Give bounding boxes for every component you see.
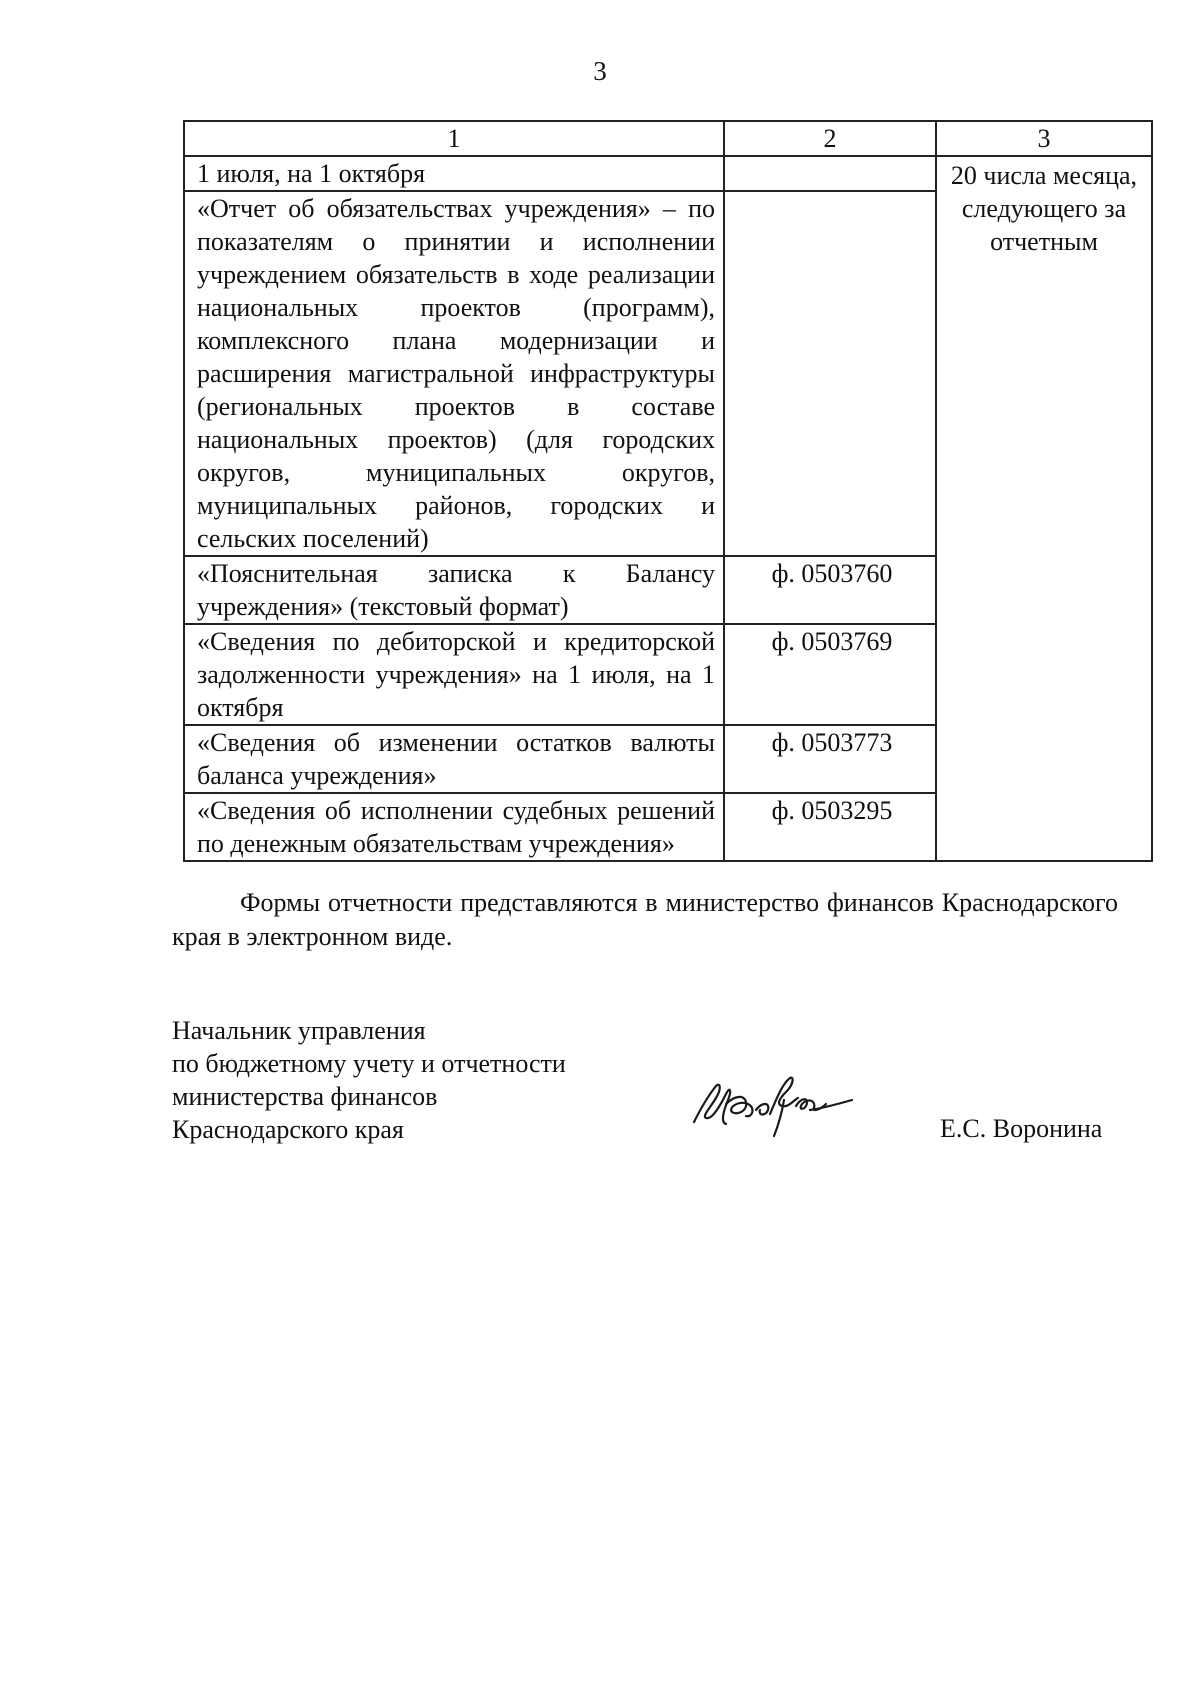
page-number: 3 — [593, 56, 607, 86]
signatory-title-line: Начальник управления — [172, 1016, 426, 1045]
form-code: ф. 0503773 — [724, 725, 936, 793]
submission-deadline: 20 числа месяца, следующего за отчетным — [936, 156, 1152, 861]
form-code — [724, 191, 936, 556]
form-code: ф. 0503769 — [724, 624, 936, 725]
table-header-row — [184, 121, 1152, 156]
form-code — [724, 156, 936, 191]
form-code: ф. 0503760 — [724, 556, 936, 624]
signatory-title — [172, 1014, 566, 1146]
signatory-title-line: Краснодарского края — [172, 1115, 404, 1144]
signatory-name: Е.С. Воронина — [940, 1114, 1103, 1143]
report-description: «Сведения об изменении остатков валюты баланса учреждения» — [184, 725, 724, 793]
reporting-forms-table — [183, 120, 1153, 862]
report-description: «Сведения по дебиторской и кредиторской задолженности учреждения» на 1 июля, на 1 октября — [184, 624, 724, 725]
submission-note: Формы отчетности представляются в министерство финансов Краснодарского края в электронном виде. — [172, 888, 1118, 951]
form-code: ф. 0503295 — [724, 793, 936, 861]
column-header-2: 2 — [724, 121, 936, 156]
report-description: «Сведения об исполнении судебных решений по денежным обязательствам учреждения» — [184, 793, 724, 861]
column-header-3: 3 — [936, 121, 1152, 156]
signatory-title-line: по бюджетному учету и отчетности — [172, 1049, 566, 1078]
report-description: 1 июля, на 1 октября — [184, 156, 724, 191]
column-header-1: 1 — [184, 121, 724, 156]
report-description: «Пояснительная записка к Балансу учреждения» (текстовый формат) — [184, 556, 724, 624]
report-description: «Отчет об обязательствах учреждения» – по показателям о принятии и исполнении учреждением обязательств в ходе реализации национальных проектов (программ), комплексного плана модернизации и расширения магистральной инфраструктуры (региональных проектов в составе национальных проектов) (для городских округов, муниципальных округов, муниципальных районов, городских и сельских поселений) — [184, 191, 724, 556]
handwritten-signature — [686, 1070, 856, 1140]
table-row — [184, 156, 1152, 191]
signatory-title-line: министерства финансов — [172, 1082, 438, 1111]
